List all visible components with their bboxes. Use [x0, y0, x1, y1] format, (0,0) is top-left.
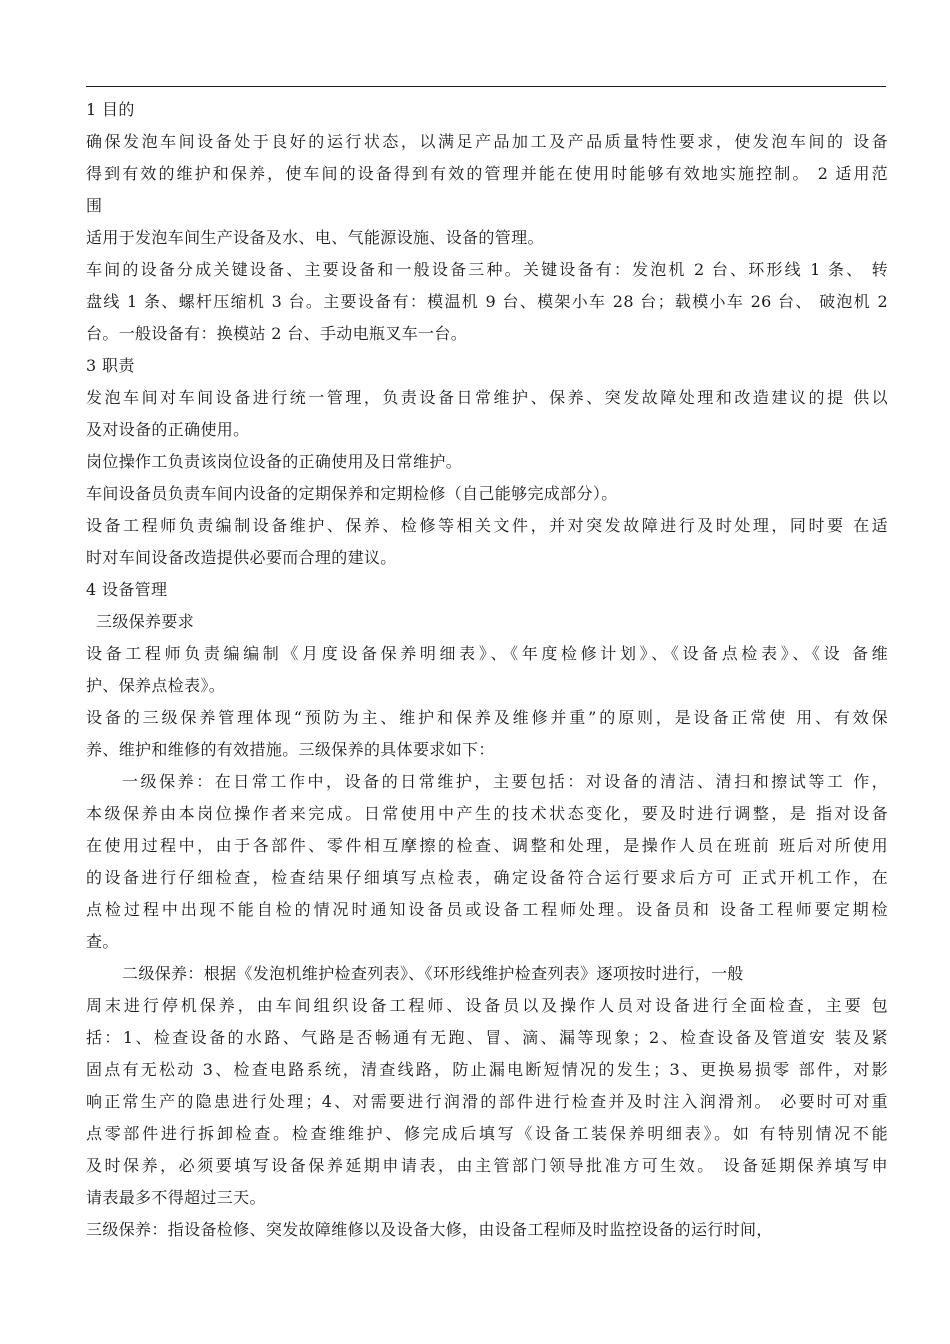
- paragraph-line: 时对车间设备改造提供必要而合理的建议。: [86, 548, 397, 567]
- paragraph-line: 设备工程师负责编制设备维护、保养、检修等相关文件，并对突发故障进行及时处理，同时要 在适: [86, 516, 888, 535]
- paragraph-line: 固点有无松动 3、检查电路系统，清查线路，防止漏电断短情况的发生；3、更换易损零 部件，对影: [86, 1060, 888, 1079]
- paragraph-line: 车间的设备分成关键设备、主要设备和一般设备三种。关键设备有：发泡机 2 台、环形线 1 条、 转: [86, 260, 888, 279]
- subsection-heading: 三级保养要求: [96, 612, 195, 631]
- paragraph-line: 二级保养：根据《发泡机维护检查列表》、《环形线维护检查列表》逐项按时进行，一般: [122, 964, 744, 983]
- paragraph-line: 三级保养：指设备检修、突发故障维修以及设备大修，由设备工程师及时监控设备的运行时间，: [86, 1220, 773, 1239]
- paragraph-line: 台。一般设备有：换模站 2 台、手动电瓶叉车一台。: [86, 324, 468, 343]
- paragraph-line: 护、保养点检表》。: [86, 676, 226, 695]
- section-heading-purpose: 1 目的: [86, 100, 135, 119]
- paragraph-line: 括：1、检查设备的水路、气路是否畅通有无跑、冒、滴、漏等现象；2、检查设备及管道安 装及紧: [86, 1028, 888, 1047]
- paragraph-line: 本级保养由本岗位操作者来完成。日常使用中产生的技术状态变化，要及时进行调整，是 指对设备: [86, 804, 888, 823]
- paragraph-line: 的设备进行仔细检查，检查结果仔细填写点检表，确定设备符合运行要求后方可 正式开机工作，在: [86, 868, 888, 887]
- paragraph-line: 确保发泡车间设备处于良好的运行状态，以满足产品加工及产品质量特性要求，使发泡车间的 设备: [86, 132, 888, 151]
- paragraph-line: 发泡车间对车间设备进行统一管理，负责设备日常维护、保养、突发故障处理和改造建议的提 供以: [86, 388, 888, 407]
- paragraph-line: 养、维护和维修的有效措施。三级保养的具体要求如下：: [86, 740, 495, 759]
- paragraph-line: 围: [86, 196, 103, 215]
- paragraph-line: 及时保养，必须要填写设备保养延期申请表，由主管部门领导批准方可生效。 设备延期保养填写申: [86, 1156, 888, 1175]
- paragraph-line: 一级保养：在日常工作中，设备的日常维护，主要包括：对设备的清洁、清扫和擦试等工 作，: [122, 772, 888, 791]
- paragraph-line: 请表最多不得超过三天。: [86, 1188, 266, 1207]
- paragraph-line: 及对设备的正确使用。: [86, 420, 250, 439]
- section-heading-responsibilities: 3 职责: [86, 356, 135, 375]
- paragraph-line: 得到有效的维护和保养，使车间的设备得到有效的管理并能在使用时能够有效地实施控制。 2 适用范: [86, 164, 888, 183]
- paragraph-line: 查。: [86, 932, 119, 951]
- header-rule: [86, 86, 886, 87]
- paragraph-line: 点检过程中出现不能自检的情况时通知设备员或设备工程师处理。设备员和 设备工程师要定期检: [86, 900, 888, 919]
- paragraph-line: 设备工程师负责编编制《月度设备保养明细表》、《年度检修计划》、《设备点检表》、《设 备维: [86, 644, 888, 663]
- paragraph-line: 岗位操作工负责该岗位设备的正确使用及日常维护。: [86, 452, 463, 471]
- paragraph-line: 设备的三级保养管理体现“预防为主、维护和保养及维修并重”的原则，是设备正常使 用、有效保: [86, 708, 888, 727]
- paragraph-line: 周末进行停机保养，由车间组织设备工程师、设备员以及操作人员对设备进行全面检查，主要 包: [86, 996, 888, 1015]
- paragraph-line: 点零部件进行拆卸检查。检查维维护、修完成后填写《设备工装保养明细表》。如 有特别情况不能: [86, 1124, 888, 1143]
- paragraph-line: 响正常生产的隐患进行处理；4、对需要进行润滑的部件进行检查并及时注入润滑剂。 必要时可对重: [86, 1092, 888, 1111]
- paragraph-line: 盘线 1 条、螺杆压缩机 3 台。主要设备有：模温机 9 台、模架小车 28 台；载模小车 26 台、 破泡机 2: [86, 292, 888, 311]
- paragraph-line: 在使用过程中，由于各部件、零件相互摩擦的检查、调整和处理，是操作人员在班前 班后对所使用: [86, 836, 888, 855]
- section-heading-equipment-management: 4 设备管理: [86, 580, 168, 599]
- paragraph-line: 适用于发泡车间生产设备及水、电、气能源设施、设备的管理。: [86, 228, 544, 247]
- paragraph-line: 车间设备员负责车间内设备的定期保养和定期检修（自己能够完成部分）。: [86, 484, 618, 503]
- document-body: [86, 94, 888, 1246]
